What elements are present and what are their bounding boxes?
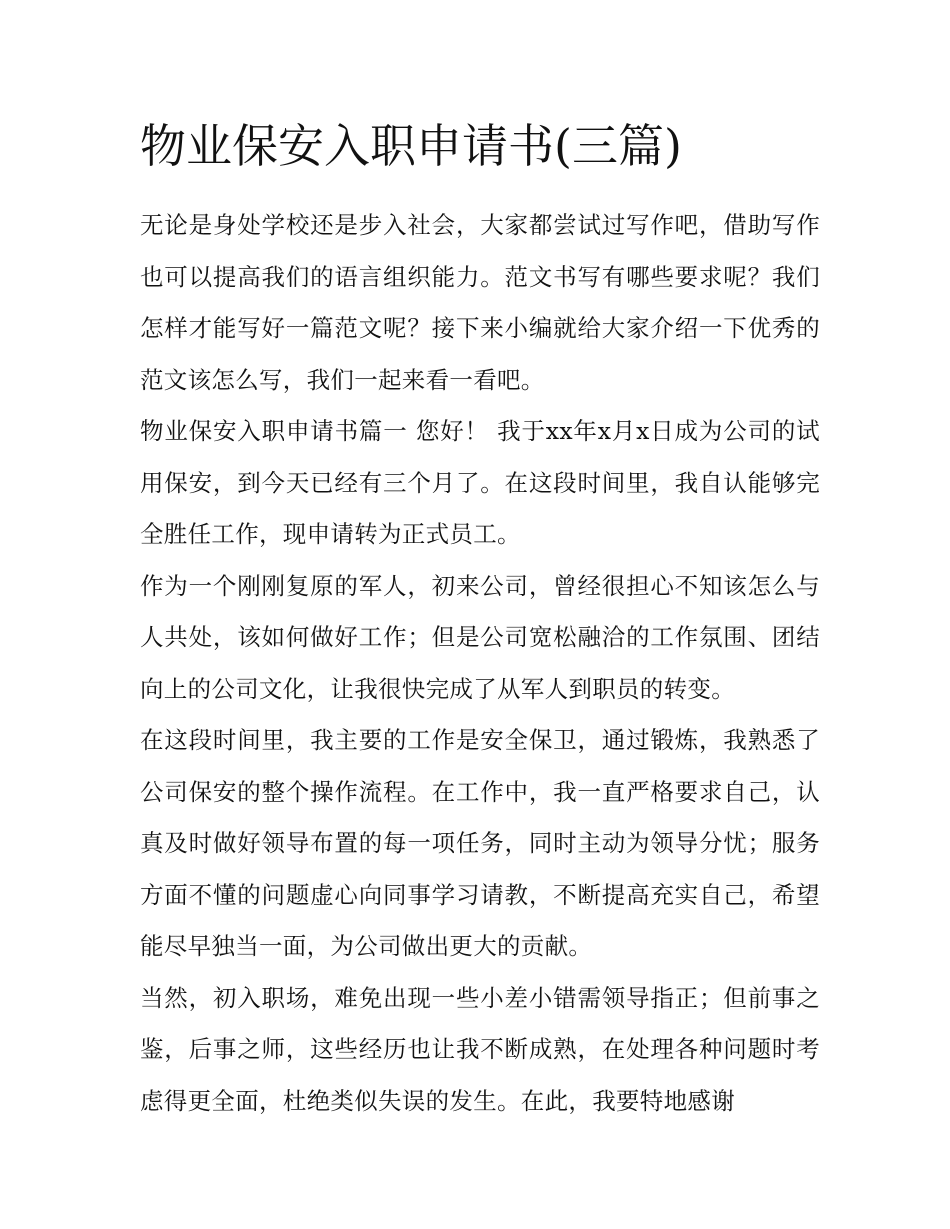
- paragraph-application: 物业保安入职申请书篇一 您好！ 我于xx年x月x日成为公司的试用保安，到今天已经有三个月了。在这段时间里，我自认能够完全胜任工作，现申请转为正式员工。: [140, 417, 820, 548]
- paragraph-work-summary: 在这段时间里，我主要的工作是安全保卫，通过锻炼，我熟悉了公司保安的整个操作流程。在工作中，我一直严格要求自己，认真及时做好领导布置的每一项任务，同时主动为领导分忧；服务方面不懂的问题虚心向同事学习请教，不断提高充实自己，希望能尽早独当一面，为公司做出更大的贡献。: [140, 726, 820, 960]
- paragraph-transition: 作为一个刚刚复原的军人，初来公司，曾经很担心不知该怎么与人共处，该如何做好工作；但是公司宽松融洽的工作氛围、团结向上的公司文化，让我很快完成了从军人到职员的转变。: [140, 571, 820, 703]
- paragraph-intro: 无论是身处学校还是步入社会，大家都尝试过写作吧，借助写作也可以提高我们的语言组织能力。范文书写有哪些要求呢？我们怎样才能写好一篇范文呢？接下来小编就给大家介绍一下优秀的范文该怎么写，我们一起来看一看吧。: [140, 211, 820, 394]
- document-body: [140, 112, 820, 1127]
- document-title: 物业保安入职申请书(三篇): [140, 119, 682, 173]
- paragraph-reflection: 当然，初入职场，难免出现一些小差小错需领导指正；但前事之鉴，后事之师，这些经历也让我不断成熟，在处理各种问题时考虑得更全面，杜绝类似失误的发生。在此，我要特地感谢: [140, 983, 820, 1115]
